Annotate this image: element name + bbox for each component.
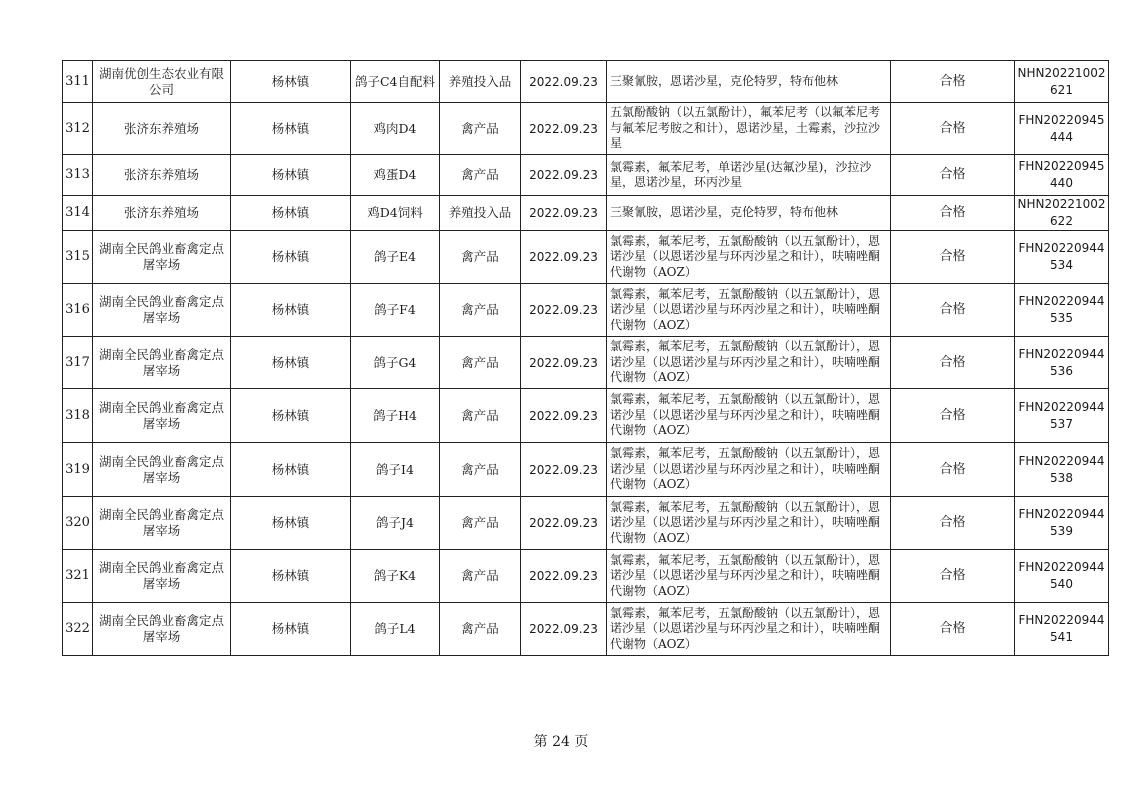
town: 杨林镇 [231,337,351,389]
sample-name: 鸽子I4 [351,443,440,497]
table-row [63,284,1109,337]
test-result: 合格 [891,550,1015,603]
sample-name: 鸽子C4自配料 [351,61,440,103]
test-items: 五氯酚酸钠（以五氯酚计），氟苯尼考（以氟苯尼考与氟苯尼考胺之和计），恩诺沙星，土霉素，沙拉沙星 [607,103,891,155]
table-row [63,603,1109,656]
sampling-date: 2022.09.23 [521,443,607,497]
sample-category: 禽产品 [440,550,521,603]
sample-name: 鸽子L4 [351,603,440,656]
row-number: 315 [63,231,93,284]
table-row [63,61,1109,103]
sample-name: 鸽子J4 [351,497,440,550]
sampled-unit: 张济东养殖场 [93,155,231,196]
page-number: 第 24 页 [533,734,589,750]
sampled-unit: 湖南全民鸽业畜禽定点屠宰场 [93,231,231,284]
town: 杨林镇 [231,443,351,497]
report-code: FHN20220944535 [1015,284,1109,337]
town: 杨林镇 [231,103,351,155]
test-items: 三聚氰胺，恩诺沙星，克伦特罗，特布他林 [607,196,891,231]
test-items: 氯霉素，氟苯尼考，五氯酚酸钠（以五氯酚计），恩诺沙星（以恩诺沙星与环丙沙星之和计），呋喃唑酮代谢物（AOZ） [607,337,891,389]
sample-name: 鸽子E4 [351,231,440,284]
table-row [63,196,1109,231]
sampling-date: 2022.09.23 [521,196,607,231]
row-number: 314 [63,196,93,231]
test-result: 合格 [891,231,1015,284]
sample-name: 鸡D4饲料 [351,196,440,231]
sample-category: 养殖投入品 [440,196,521,231]
sampling-date: 2022.09.23 [521,603,607,656]
sample-category: 禽产品 [440,497,521,550]
sample-name: 鸡蛋D4 [351,155,440,196]
sampling-date: 2022.09.23 [521,337,607,389]
table-row [63,443,1109,497]
sample-category: 禽产品 [440,155,521,196]
town: 杨林镇 [231,389,351,443]
row-number: 318 [63,389,93,443]
sample-category: 禽产品 [440,443,521,497]
sampled-unit: 湖南全民鸽业畜禽定点屠宰场 [93,497,231,550]
report-code: FHN20220944534 [1015,231,1109,284]
table-row [63,337,1109,389]
table-row [63,155,1109,196]
sampling-date: 2022.09.23 [521,497,607,550]
row-number: 311 [63,61,93,103]
report-code: NHN20221002621 [1015,61,1109,103]
row-number: 317 [63,337,93,389]
sampled-unit: 湖南全民鸽业畜禽定点屠宰场 [93,389,231,443]
row-number: 321 [63,550,93,603]
test-result: 合格 [891,389,1015,443]
sample-name: 鸽子G4 [351,337,440,389]
sample-category: 禽产品 [440,337,521,389]
sampling-date: 2022.09.23 [521,61,607,103]
sampled-unit: 张济东养殖场 [93,196,231,231]
test-items: 三聚氰胺，恩诺沙星，克伦特罗，特布他林 [607,61,891,103]
test-items: 氯霉素，氟苯尼考，五氯酚酸钠（以五氯酚计），恩诺沙星（以恩诺沙星与环丙沙星之和计），呋喃唑酮代谢物（AOZ） [607,497,891,550]
sampled-unit: 湖南全民鸽业畜禽定点屠宰场 [93,550,231,603]
sample-category: 养殖投入品 [440,61,521,103]
sample-category: 禽产品 [440,389,521,443]
town: 杨林镇 [231,550,351,603]
report-code: FHN20220944537 [1015,389,1109,443]
test-result: 合格 [891,61,1015,103]
report-code: FHN20220944541 [1015,603,1109,656]
test-items: 氯霉素，氟苯尼考，五氯酚酸钠（以五氯酚计），恩诺沙星（以恩诺沙星与环丙沙星之和计），呋喃唑酮代谢物（AOZ） [607,231,891,284]
report-code: NHN20221002622 [1015,196,1109,231]
report-code: FHN20220945444 [1015,103,1109,155]
row-number: 313 [63,155,93,196]
row-number: 312 [63,103,93,155]
table-row [63,550,1109,603]
row-number: 320 [63,497,93,550]
test-result: 合格 [891,155,1015,196]
test-result: 合格 [891,603,1015,656]
sampled-unit: 湖南全民鸽业畜禽定点屠宰场 [93,603,231,656]
town: 杨林镇 [231,231,351,284]
sample-category: 禽产品 [440,103,521,155]
test-result: 合格 [891,103,1015,155]
test-result: 合格 [891,196,1015,231]
row-number: 319 [63,443,93,497]
sampling-date: 2022.09.23 [521,155,607,196]
report-code: FHN20220944536 [1015,337,1109,389]
sample-category: 禽产品 [440,284,521,337]
sample-name: 鸽子F4 [351,284,440,337]
table-body [63,61,1109,656]
town: 杨林镇 [231,603,351,656]
table-row [63,497,1109,550]
town: 杨林镇 [231,196,351,231]
sample-category: 禽产品 [440,603,521,656]
test-result: 合格 [891,284,1015,337]
town: 杨林镇 [231,61,351,103]
row-number: 316 [63,284,93,337]
table-row [63,103,1109,155]
sampling-date: 2022.09.23 [521,550,607,603]
row-number: 322 [63,603,93,656]
sampling-date: 2022.09.23 [521,284,607,337]
sampling-date: 2022.09.23 [521,389,607,443]
test-result: 合格 [891,337,1015,389]
report-code: FHN20220944540 [1015,550,1109,603]
test-result: 合格 [891,443,1015,497]
town: 杨林镇 [231,155,351,196]
sampling-date: 2022.09.23 [521,103,607,155]
sample-name: 鸽子K4 [351,550,440,603]
sampled-unit: 湖南全民鸽业畜禽定点屠宰场 [93,337,231,389]
test-items: 氯霉素，氟苯尼考，五氯酚酸钠（以五氯酚计），恩诺沙星（以恩诺沙星与环丙沙星之和计），呋喃唑酮代谢物（AOZ） [607,603,891,656]
test-items: 氯霉素，氟苯尼考，单诺沙星(达氟沙星)，沙拉沙星，恩诺沙星，环丙沙星 [607,155,891,196]
test-items: 氯霉素，氟苯尼考，五氯酚酸钠（以五氯酚计），恩诺沙星（以恩诺沙星与环丙沙星之和计），呋喃唑酮代谢物（AOZ） [607,389,891,443]
sample-name: 鸽子H4 [351,389,440,443]
sampled-unit: 湖南全民鸽业畜禽定点屠宰场 [93,284,231,337]
sampled-unit: 湖南优创生态农业有限公司 [93,61,231,103]
town: 杨林镇 [231,284,351,337]
table-row [63,389,1109,443]
test-result: 合格 [891,497,1015,550]
report-code: FHN20220944539 [1015,497,1109,550]
town: 杨林镇 [231,497,351,550]
sample-category: 禽产品 [440,231,521,284]
sample-name: 鸡肉D4 [351,103,440,155]
sampled-unit: 湖南全民鸽业畜禽定点屠宰场 [93,443,231,497]
table-row [63,231,1109,284]
inspection-results-table [62,60,1109,656]
sampling-date: 2022.09.23 [521,231,607,284]
report-code: FHN20220945440 [1015,155,1109,196]
test-items: 氯霉素，氟苯尼考，五氯酚酸钠（以五氯酚计），恩诺沙星（以恩诺沙星与环丙沙星之和计），呋喃唑酮代谢物（AOZ） [607,550,891,603]
sampled-unit: 张济东养殖场 [93,103,231,155]
test-items: 氯霉素，氟苯尼考，五氯酚酸钠（以五氯酚计），恩诺沙星（以恩诺沙星与环丙沙星之和计），呋喃唑酮代谢物（AOZ） [607,443,891,497]
report-code: FHN20220944538 [1015,443,1109,497]
test-items: 氯霉素，氟苯尼考，五氯酚酸钠（以五氯酚计），恩诺沙星（以恩诺沙星与环丙沙星之和计），呋喃唑酮代谢物（AOZ） [607,284,891,337]
